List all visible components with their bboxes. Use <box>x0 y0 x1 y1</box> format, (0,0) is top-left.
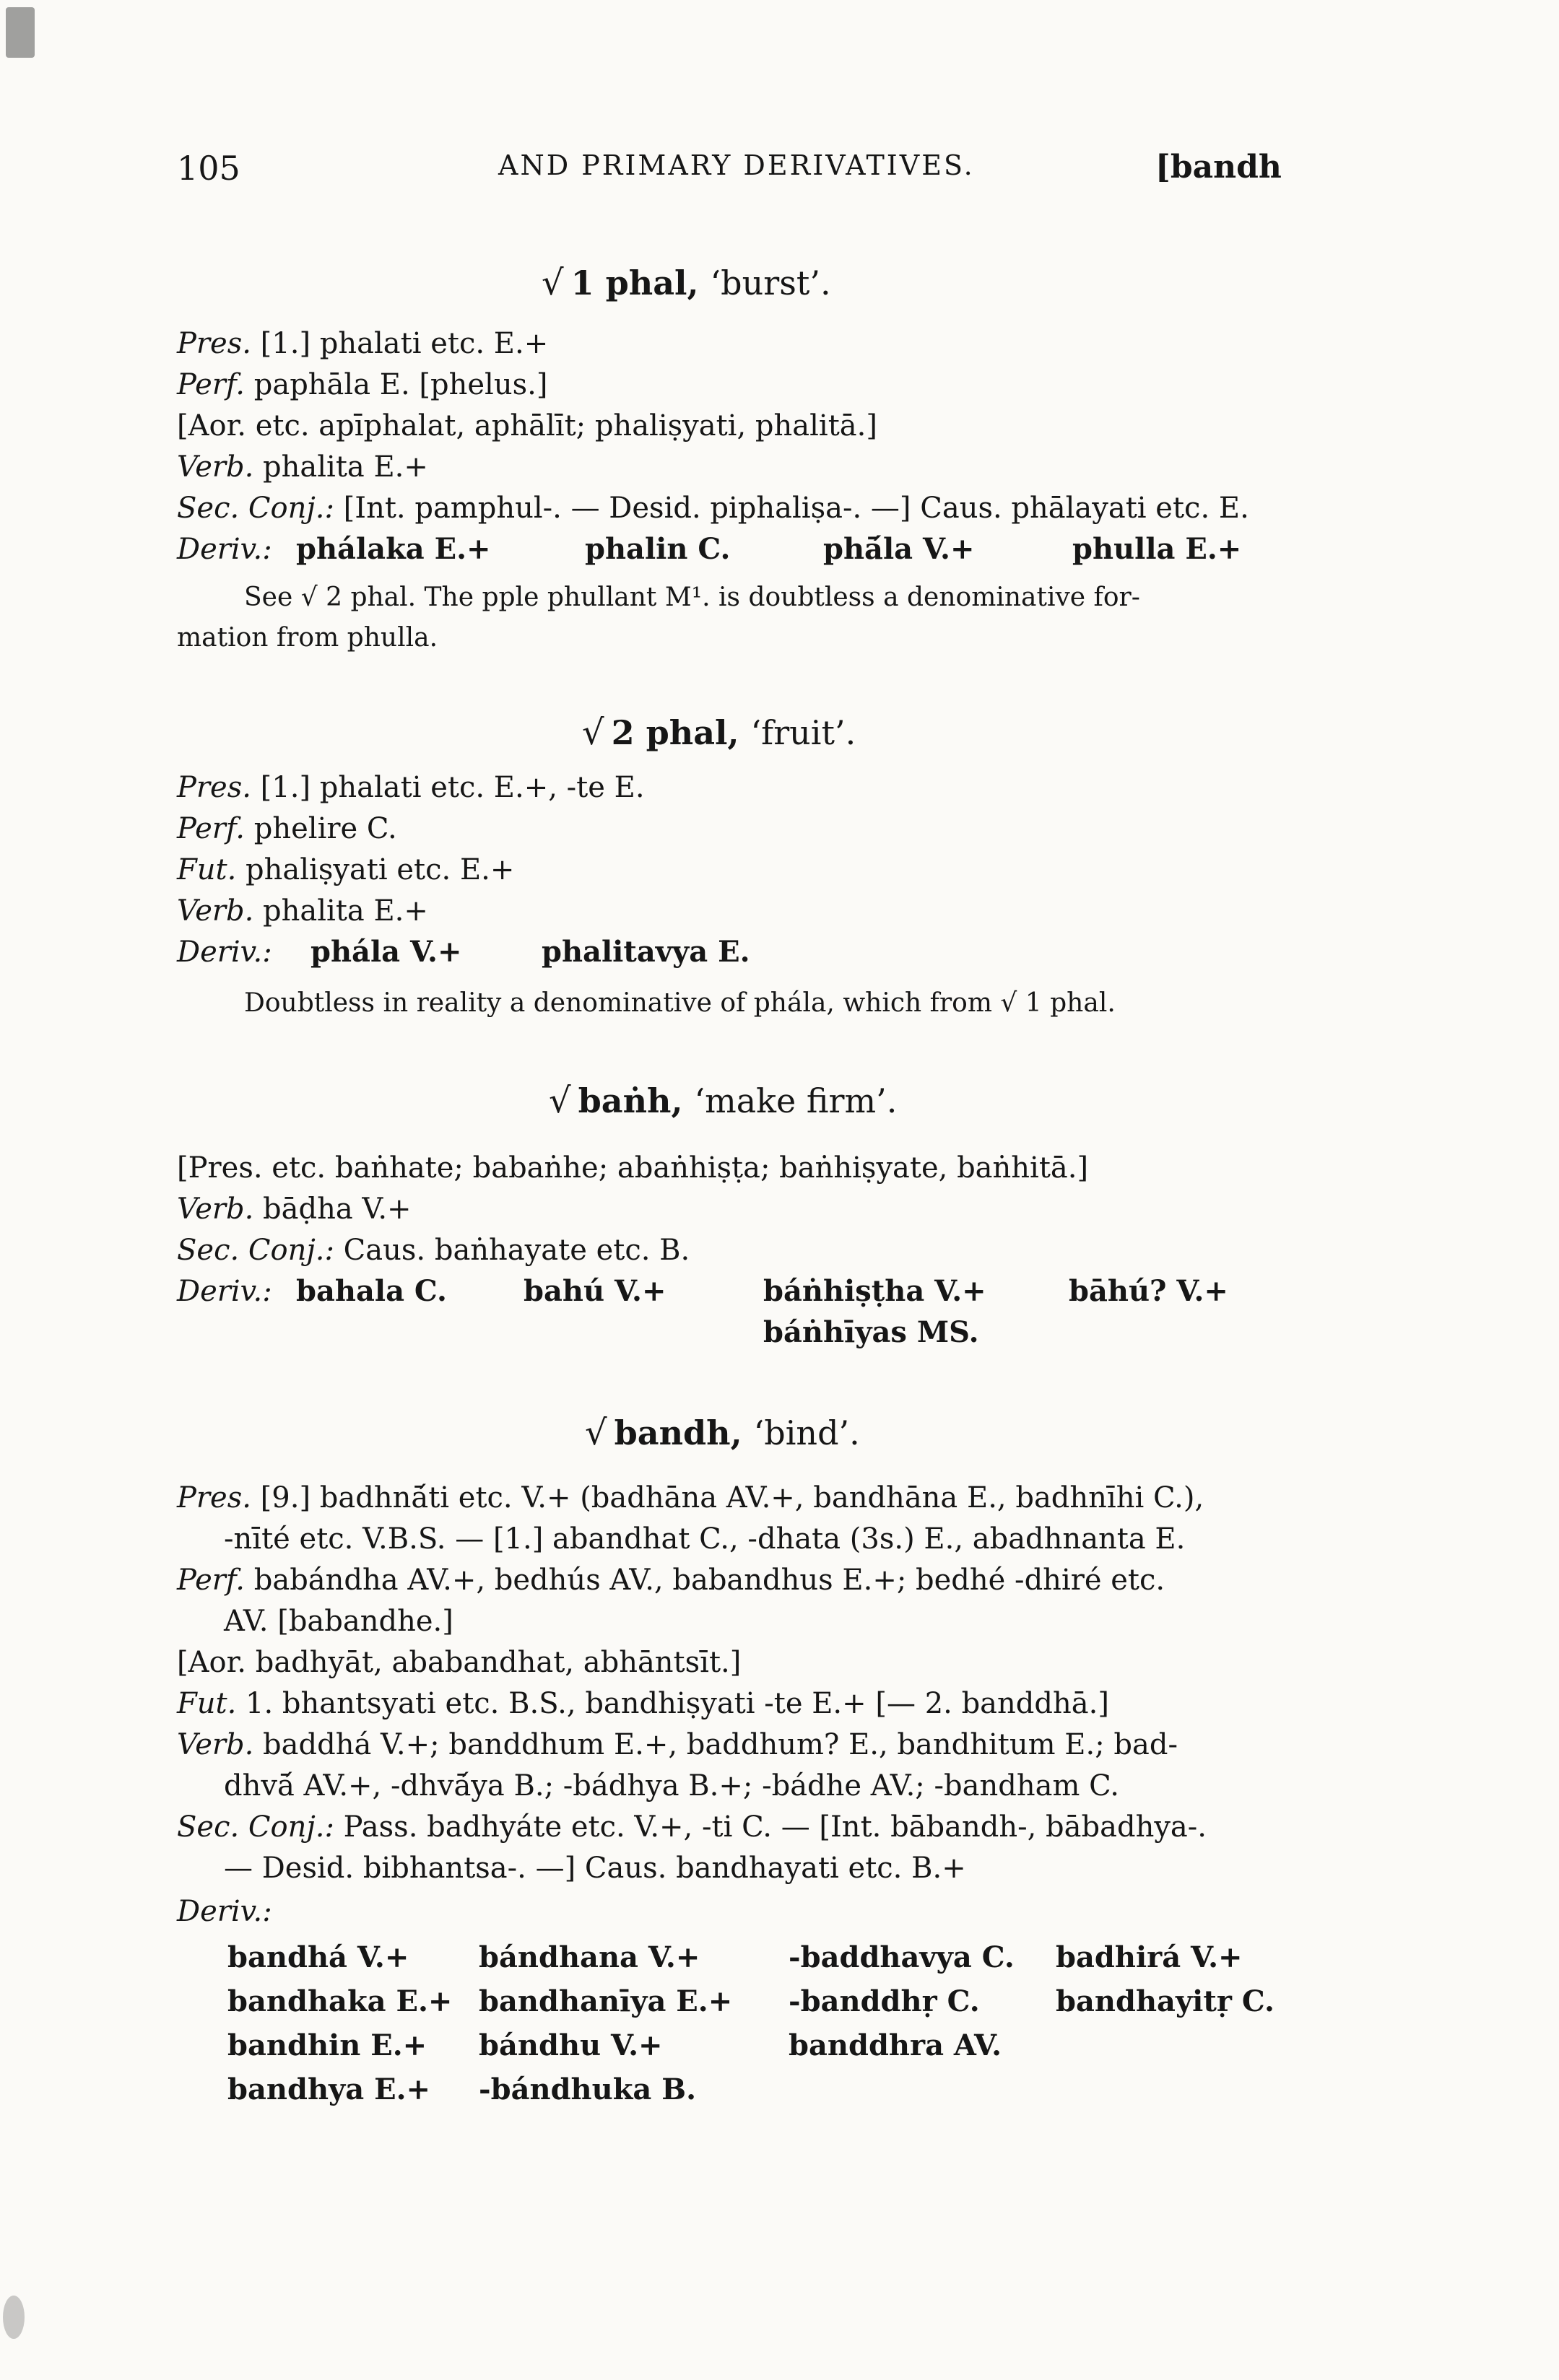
line-aor: [Aor. badhyāt, ababandhat, abhāntsīt.] <box>177 1646 742 1679</box>
line-verb: Verb. baddhá V.+; banddhum E.+, baddhum? E., bandhitum E.; bad- <box>177 1728 1178 1761</box>
deriv-item: -baddhavya C. <box>789 1940 1015 1974</box>
scan-artifact <box>3 2296 25 2339</box>
deriv-item: báṅhīyas MS. <box>763 1315 979 1349</box>
line-perf-cont: AV. [babandhe.] <box>224 1605 453 1638</box>
deriv-item: bandhá V.+ <box>227 1940 409 1974</box>
running-title: AND PRIMARY DERIVATIVES. <box>498 149 975 181</box>
note-line: mation from phulla. <box>177 623 438 653</box>
deriv-item: badhirá V.+ <box>1056 1940 1243 1974</box>
entry-title-banh: √ baṅh, ‘make firm’. <box>549 1081 898 1121</box>
deriv-item: -bándhuka B. <box>479 2072 696 2106</box>
line-perf: Perf. babándha AV.+, bedhús AV., babandhus E.+; bedhé -dhiré etc. <box>177 1564 1165 1597</box>
line-pres: Pres. [1.] phalati etc. E.+ <box>177 327 549 360</box>
deriv-item: bándhana V.+ <box>479 1940 700 1974</box>
deriv-item: phalin C. <box>585 532 731 566</box>
root-sign-icon: √ <box>585 1413 607 1453</box>
line-deriv: Deriv.: <box>177 1895 272 1928</box>
line-pres-cont: -nīté etc. V.B.S. — [1.] abandhat C., -dhata (3s.) E., abadhnanta E. <box>224 1522 1186 1556</box>
deriv-item: phála V.+ <box>311 935 462 969</box>
line-sec-cont: — Desid. bibhantsa-. —] Caus. bandhayati etc. B.+ <box>224 1852 966 1885</box>
deriv-item: bandhya E.+ <box>227 2072 431 2106</box>
line-verb: Verb. phalita E.+ <box>177 894 428 928</box>
deriv-item: phulla E.+ <box>1072 532 1242 566</box>
deriv-item: phálaka E.+ <box>296 532 491 566</box>
line-deriv: Deriv.: <box>177 1275 272 1308</box>
line-perf: Perf. phelire C. <box>177 812 397 845</box>
line-verb-cont: dhvā́ AV.+, -dhvā́ya B.; -bádhya B.+; -bádhe AV.; -bandham C. <box>224 1769 1119 1803</box>
deriv-item: bandhanīya E.+ <box>479 1984 733 2018</box>
deriv-item: -banddhṛ C. <box>789 1984 980 2018</box>
entry-title-phal-1: √ 1 phal, ‘burst’. <box>542 263 831 303</box>
section-word: [bandh <box>1155 149 1282 186</box>
deriv-item: banddhra AV. <box>789 2028 1002 2062</box>
scan-artifact <box>6 7 35 58</box>
line-sec-conj: Sec. Conj.: Caus. baṅhayate etc. B. <box>177 1234 690 1267</box>
line-pres: [Pres. etc. baṅhate; babaṅhe; abaṅhiṣṭa; baṅhiṣyate, baṅhitā.] <box>177 1151 1089 1185</box>
deriv-item: bahú V.+ <box>524 1274 666 1308</box>
line-fut: Fut. phaliṣyati etc. E.+ <box>177 853 515 886</box>
entry-title-phal-2: √ 2 phal, ‘fruit’. <box>582 712 856 753</box>
line-aor: [Aor. etc. apīphalat, aphālīt; phaliṣyati, phalitā.] <box>177 409 877 443</box>
deriv-item: bāhú? V.+ <box>1069 1274 1228 1308</box>
line-pres: Pres. [1.] phalati etc. E.+, -te E. <box>177 771 645 804</box>
deriv-item: bandhayitṛ C. <box>1056 1984 1274 2018</box>
note-line: Doubtless in reality a denominative of phála, which from √ 1 phal. <box>244 988 1116 1018</box>
deriv-item: báṅhiṣṭha V.+ <box>763 1274 986 1308</box>
root-sign-icon: √ <box>549 1081 571 1121</box>
deriv-item: phalitavya E. <box>542 935 750 969</box>
line-sec-conj: Sec. Conj.: Pass. badhyáte etc. V.+, -ti C. — [Int. bābandh-, bābadhya-. <box>177 1810 1207 1844</box>
note-line: See √ 2 phal. The pple phullant M¹. is doubtless a denominative for- <box>244 583 1140 612</box>
line-sec-conj: Sec. Conj.: [Int. pamphul-. — Desid. piphaliṣa-. —] Caus. phālayati etc. E. <box>177 492 1249 525</box>
line-perf: Perf. paphāla E. [phelus.] <box>177 368 548 401</box>
deriv-item: bandhaka E.+ <box>227 1984 453 2018</box>
line-verb: Verb. bāḍha V.+ <box>177 1193 412 1226</box>
deriv-item: bándhu V.+ <box>479 2028 663 2062</box>
deriv-item: bandhin E.+ <box>227 2028 427 2062</box>
root-sign-icon: √ <box>542 263 564 303</box>
line-pres: Pres. [9.] badhnā́ti etc. V.+ (badhāna AV.+, bandhāna E., badhnīhi C.), <box>177 1481 1204 1514</box>
line-deriv: Deriv.: <box>177 936 272 969</box>
deriv-item: phā́la V.+ <box>823 532 975 566</box>
deriv-item: bahala C. <box>296 1274 447 1308</box>
line-fut: Fut. 1. bhantsyati etc. B.S., bandhiṣyati -te E.+ [— 2. banddhā.] <box>177 1687 1109 1720</box>
line-verb: Verb. phalita E.+ <box>177 450 428 484</box>
entry-title-bandh: √ bandh, ‘bind’. <box>585 1413 860 1453</box>
root-sign-icon: √ <box>582 712 604 753</box>
line-deriv: Deriv.: <box>177 533 272 566</box>
page-number: 105 <box>177 149 240 188</box>
